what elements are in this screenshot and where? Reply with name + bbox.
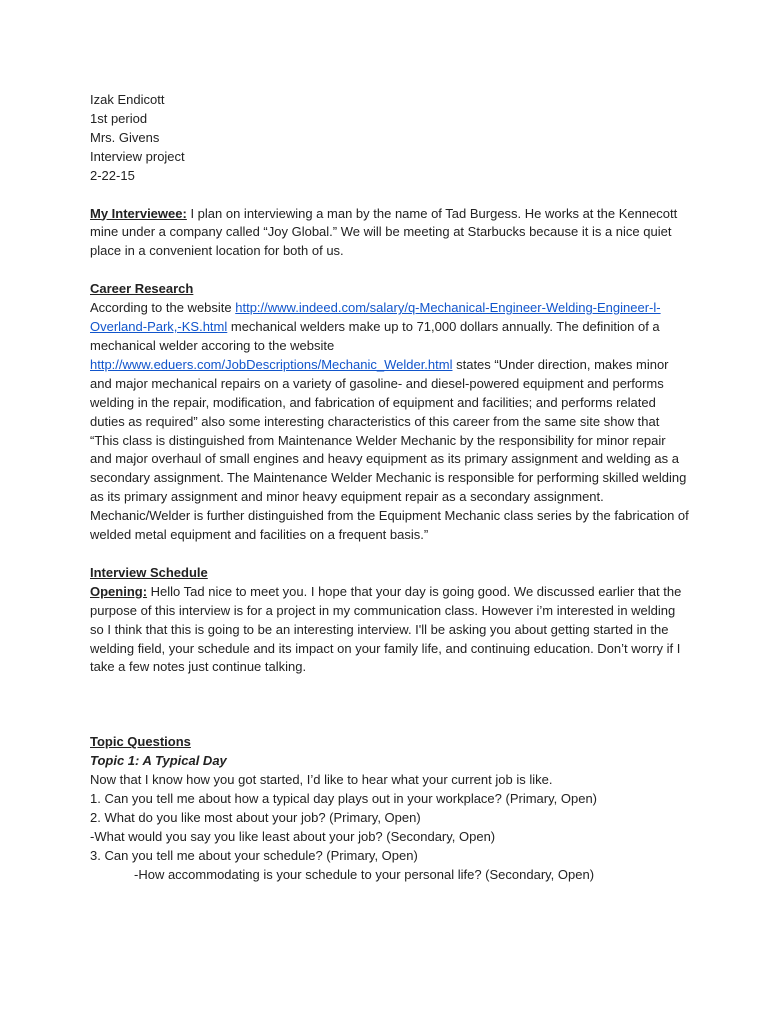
topic-questions-heading: [90, 733, 690, 752]
career-research-text-1: According to the website: [90, 300, 236, 316]
document-date: 2-22-15: [90, 167, 135, 183]
question-3: 3. Can you tell me about your schedule? (Primary, Open): [90, 847, 418, 863]
assignment-title: Interview project: [90, 148, 185, 164]
topic-1-intro: Now that I know how you got started, I’d like to hear what your current job is like.: [90, 772, 553, 788]
question-2-followup: -What would you say you like least about your job? (Secondary, Open): [90, 828, 496, 844]
student-name: Izak Endicott: [90, 92, 165, 107]
indeed-salary-link[interactable]: http://www.indeed.com/salary/q-Mechanical-Engineer-Welding-Engineer-l-Overland-Park,-KS.html: [90, 300, 661, 335]
opening-text: Hello Tad nice to meet you. I hope that your day is going good. We discussed earlier that the purpose of this interview is for a project in my communication class. However i’m interested in welding so I think that this is going to be an interesting interview. I'll be asking you about getting started in the welding field, your schedule and its impact on your family life, and continuing education. Don’t worry if I take a few notes just continue talking.: [90, 583, 682, 675]
interviewee-text: I plan on interviewing a man by the name of Tad Burgess. He works at the Kennecott mine under a company called “Joy Global.” We will be meeting at Starbucks because it is a nice quiet place in a convenient location for both of us.: [90, 205, 678, 259]
header-block: [90, 91, 690, 186]
teacher-name: Mrs. Givens: [90, 129, 160, 145]
career-research-title: Career Research: [90, 281, 194, 297]
interview-schedule-heading: [90, 564, 690, 583]
career-research-text-3: states “Under direction, makes minor and major mechanical repairs on a variety of gasoline- and diesel-powered equipment and performs welding in the repair, modification, and fabrication of equipment and facilities; and performs related duties as required” also some interesting characteristics of this career from the same site show that “This class is distinguished from Maintenance Welder Mechanic by the responsibility for minor repair and major overhaul of small engines and heavy equipment as its primary assignment and welding as a secondary assignment. The Maintenance Welder Mechanic is responsible for performing skilled welding as its primary assignment and minor heavy equipment repair as a secondary assignment. Mechanic/Welder is further distinguished from the Equipment Mechanic class series by the fabrication of welded metal equipment and facilities on a frequent basis.”: [90, 356, 689, 543]
question-3-followup: -How accommodating is your schedule to your personal life? (Secondary, Open): [134, 866, 595, 882]
spacer: [90, 261, 690, 280]
spacer: [90, 677, 690, 733]
question-1: 1. Can you tell me about how a typical day plays out in your workplace? (Primary, Open): [90, 791, 597, 807]
spacer: [90, 545, 690, 564]
interviewee-label: My Interviewee:: [90, 205, 187, 221]
career-research-paragraph: [90, 299, 690, 545]
class-period: 1st period: [90, 110, 148, 126]
interviewee-paragraph: [90, 205, 690, 262]
eduers-job-description-link[interactable]: http://www.eduers.com/JobDescriptions/Mechanic_Welder.html: [90, 356, 453, 372]
question-2: 2. What do you like most about your job? (Primary, Open): [90, 810, 421, 825]
topic-1-title: Topic 1: A Typical Day: [90, 753, 227, 769]
career-research-text-2: mechanical welders make up to 71,000 dollars annually. The definition of a mechanical welder accoring to the website: [90, 319, 660, 353]
document-page: [90, 91, 690, 885]
opening-label: Opening:: [90, 583, 148, 599]
opening-paragraph: [90, 583, 690, 678]
career-research-heading: [90, 280, 690, 299]
interview-schedule-title: Interview Schedule: [90, 564, 208, 580]
spacer: [90, 186, 690, 205]
topic-questions-title: Topic Questions: [90, 734, 191, 750]
